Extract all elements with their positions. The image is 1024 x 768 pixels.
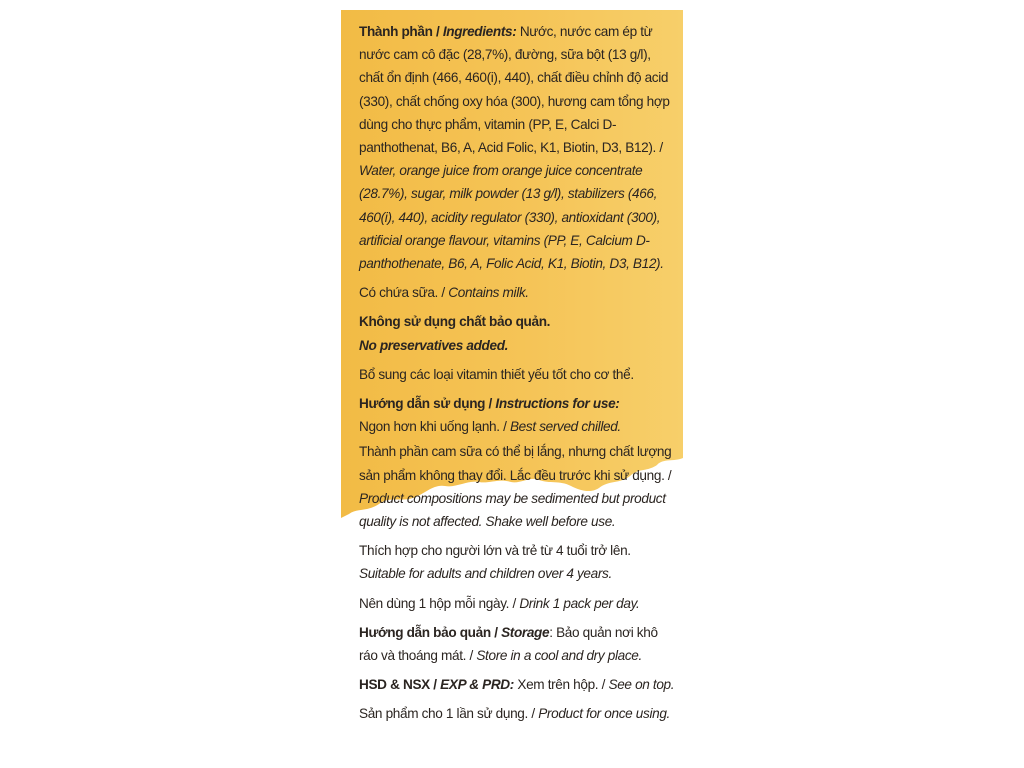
ingredients-text-vn: Nước, nước cam ép từ nước cam cô đặc (28,7%), đường, sữa bột (13 g/l), chất ổn định (466, 460(i), 440), chất điều chỉnh độ acid (330), chất chống oxy hóa (300), hương cam tổng hợp dùng cho thực phẩm, vitamin (PP, E, Calci D-panthothenat, B6, A, Acid Folic, K1, Biotin, D3, B12). /	[359, 24, 670, 156]
instructions-label-en: Instructions for use:	[495, 396, 620, 412]
ingredients-text-en: Water, orange juice from orange juice concentrate (28.7%), sugar, milk powder (13 g/l), stabilizers (466, 460(i), 440), acidity regulator (330), antioxidant (300), artificial orange flavour, vitamins (PP, E, Calcium D-panthothenate, B6, A, Folic Acid, K1, Biotin, D3, B12).	[359, 163, 664, 272]
dose-notice-vn: Nên dùng 1 hộp mỗi ngày. /	[359, 595, 520, 611]
single-use-notice	[359, 702, 677, 725]
expiry-text-en: See on top.	[608, 677, 675, 693]
vitamins-notice	[359, 363, 677, 386]
milk-notice-en: Contains milk.	[448, 285, 529, 301]
milk-notice	[359, 281, 677, 304]
instructions-text-vn: Ngon hơn khi uống lạnh. /	[359, 419, 510, 435]
single-use-notice-en: Product for once using.	[538, 706, 670, 722]
storage-text-vn: : Bảo quản nơi khô ráo và thoáng mát. /	[359, 624, 658, 664]
storage-label-vn: Hướng dẫn bảo quản /	[359, 624, 502, 640]
suitable-notice-vn: Thích hợp cho người lớn và trẻ từ 4 tuổi trở lên.	[359, 543, 631, 559]
preservatives-notice-vn: Không sử dụng chất bảo quản.	[359, 314, 551, 330]
instructions-heading	[359, 392, 677, 438]
instructions-label-vn: Hướng dẫn sử dụng /	[359, 396, 496, 412]
expiry-label-en: EXP & PRD:	[440, 677, 514, 693]
preservatives-notice	[359, 310, 677, 356]
dose-notice-en: Drink 1 pack per day.	[519, 595, 640, 611]
instructions-text-en: Best served chilled.	[509, 419, 621, 435]
storage-label-en: Storage	[501, 624, 550, 640]
expiry-text-vn: Xem trên hộp. /	[513, 677, 609, 693]
suitable-notice-en: Suitable for adults and children over 4 years.	[359, 566, 612, 582]
product-label-panel	[341, 10, 683, 758]
ingredients-label-en: Ingredients:	[442, 24, 517, 39]
single-use-notice-vn: Sản phẩm cho 1 lần sử dụng. /	[359, 706, 539, 722]
label-text-block	[359, 20, 677, 732]
storage-text-en: Store in a cool and dry place.	[476, 648, 642, 664]
sediment-notice	[359, 440, 677, 533]
ingredients-paragraph	[359, 20, 677, 275]
expiry-notice	[359, 673, 677, 696]
dose-notice	[359, 592, 677, 615]
sediment-notice-vn: Thành phần cam sữa có thể bị lắng, nhưng chất lượng sản phẩm không thay đổi. Lắc đều trước khi sử dụng. /	[359, 444, 672, 483]
ingredients-label: Thành phần /	[359, 24, 443, 39]
expiry-label-vn: HSD & NSX /	[359, 677, 441, 693]
preservatives-notice-en: No preservatives added.	[359, 337, 509, 353]
milk-notice-vn: Có chứa sữa. /	[359, 285, 449, 301]
suitable-notice	[359, 539, 677, 585]
sediment-notice-en: Product compositions may be sedimented but product quality is not affected. Shake well before use.	[359, 490, 666, 530]
storage-notice	[359, 621, 677, 667]
vitamins-notice-vn: Bổ sung các loại vitamin thiết yếu tốt cho cơ thể.	[359, 366, 634, 382]
